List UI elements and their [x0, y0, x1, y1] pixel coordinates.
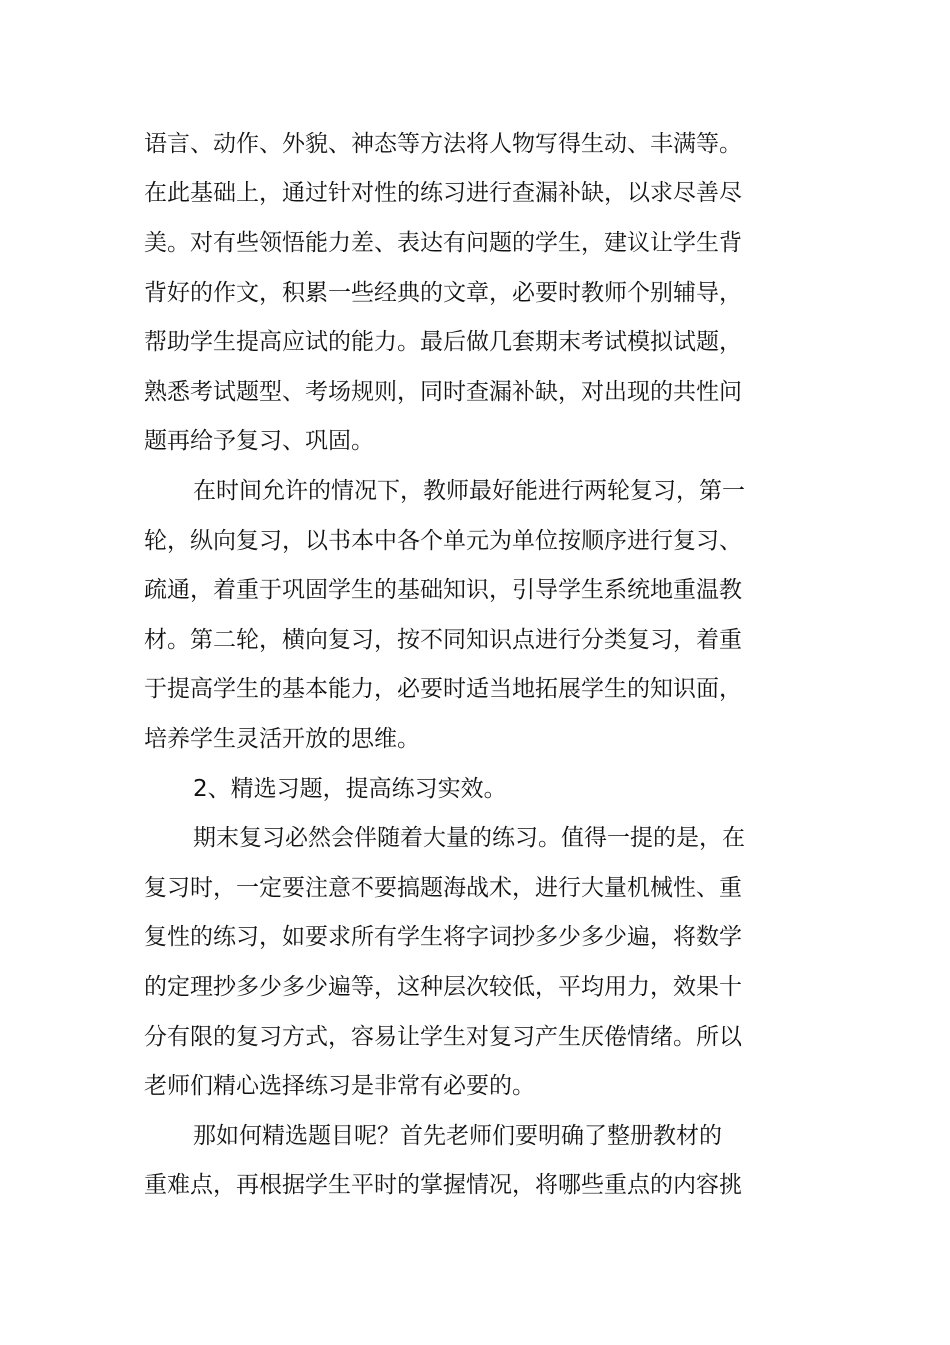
text-line: 复习时，一定要注意不要搞题海战术，进行大量机械性、重 — [144, 875, 742, 901]
text-line: 材。第二轮，横向复习，按不同知识点进行分类复习，着重 — [144, 627, 742, 653]
text-line: 分有限的复习方式，容易让学生对复习产生厌倦情绪。所以 — [144, 1024, 742, 1050]
text-line: 重难点，再根据学生平时的掌握情况，将哪些重点的内容挑 — [144, 1172, 742, 1198]
paragraph-first-line: 那如何精选题目呢？首先老师们要明确了整册教材的 — [193, 1123, 722, 1149]
text-line: 背好的作文，积累一些经典的文章，必要时教师个别辅导， — [144, 280, 742, 306]
text-line: 在此基础上，通过针对性的练习进行查漏补缺，以求尽善尽 — [144, 180, 742, 206]
text-line: 轮，纵向复习，以书本中各个单元为单位按顺序进行复习、 — [144, 528, 742, 554]
text-line: 熟悉考试题型、考场规则，同时查漏补缺，对出现的共性问 — [144, 379, 742, 405]
text-line: 于提高学生的基本能力，必要时适当地拓展学生的知识面， — [144, 676, 742, 702]
text-line: 语言、动作、外貌、神态等方法将人物写得生动、丰满等。 — [144, 131, 742, 157]
text-line: 老师们精心选择练习是非常有必要的。 — [144, 1073, 535, 1099]
text-line: 帮助学生提高应试的能力。最后做几套期末考试模拟试题， — [144, 329, 742, 355]
text-line: 复性的练习，如要求所有学生将字词抄多少多少遍，将数学 — [144, 924, 742, 950]
text-line: 的定理抄多少多少遍等，这种层次较低，平均用力，效果十 — [144, 974, 742, 1000]
text-line: 疏通，着重于巩固学生的基础知识，引导学生系统地重温教 — [144, 577, 742, 603]
text-line: 题再给予复习、巩固。 — [144, 428, 374, 454]
paragraph-first-line: 在时间允许的情况下，教师最好能进行两轮复习，第一 — [193, 478, 745, 504]
text-line: 培养学生灵活开放的思维。 — [144, 726, 420, 752]
section-heading: 2、精选习题，提高练习实效。 — [193, 776, 507, 802]
paragraph-first-line: 期末复习必然会伴随着大量的练习。值得一提的是，在 — [193, 825, 745, 851]
text-line: 美。对有些领悟能力差、表达有问题的学生，建议让学生背 — [144, 230, 742, 256]
